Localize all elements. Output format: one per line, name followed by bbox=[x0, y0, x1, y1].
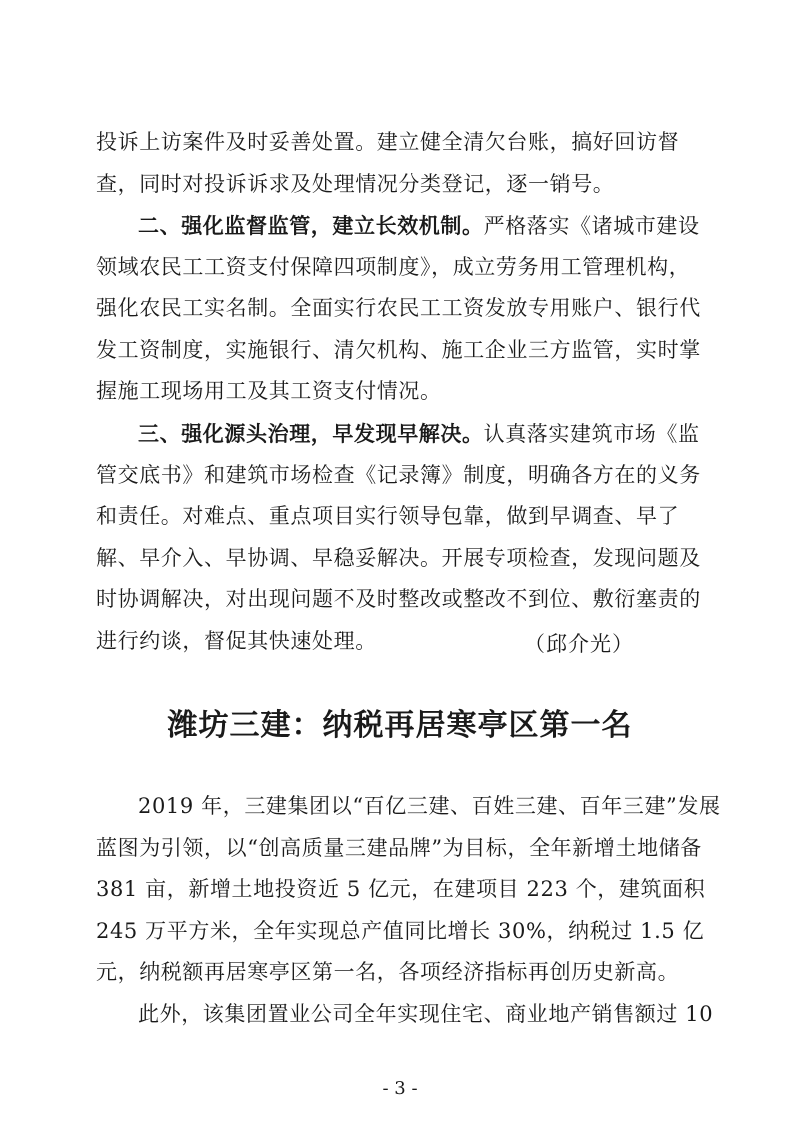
text-line bbox=[96, 205, 708, 247]
paragraph-source-governance bbox=[96, 413, 708, 662]
text-line: 发工资制度，实施银行、清欠机构、施工企业三方监管，实时掌 bbox=[96, 337, 701, 362]
page-number: - 3 - bbox=[382, 1078, 418, 1099]
paragraph-supervision bbox=[96, 205, 708, 413]
text-line: 381 亩，新增土地投资近 5 亿元，在建项目 223 个，建筑面积 bbox=[96, 877, 706, 901]
section-heading-supervision: 二、强化监督监管，建立长效机制。 bbox=[138, 213, 484, 238]
text-line: 管交底书》和建筑市场检查《记录簿》制度，明确各方在的义务 bbox=[96, 462, 701, 487]
author-signature: （邱介光） bbox=[524, 632, 634, 656]
text-line: 蓝图为引领，以“创高质量三建品牌”为目标，全年新增土地储备 bbox=[96, 835, 702, 860]
text-line: 查，同时对投诉诉求及处理情况分类登记，逐一销号。 bbox=[96, 171, 615, 196]
text-line: 进行约谈，督促其快速处理。 bbox=[96, 628, 377, 653]
text-line: 投诉上访案件及时妥善处置。建立健全清欠台账，搞好回访督 bbox=[96, 130, 680, 154]
text-line: 领域农民工工资支付保障四项制度》，成立劳务用工管理机构， bbox=[96, 254, 691, 279]
text-line bbox=[96, 413, 708, 455]
text-line: 强化农民工实名制。全面实行农民工工资发放专用账户、银行代 bbox=[96, 296, 701, 320]
text-line: 时协调解决，对出现问题不及时整改或整改不到位、敷衍塞责的 bbox=[96, 587, 701, 611]
text-line: 解、早介入、早协调、早稳妥解决。开展专项检查，发现问题及 bbox=[96, 545, 701, 570]
text-line: 此外，该集团置业公司全年实现住宅、商业地产销售额过 10 bbox=[138, 1001, 714, 1026]
text-line: 元，纳税额再居寒亭区第一名，各项经济指标再创历史新高。 bbox=[96, 960, 680, 984]
article-body bbox=[96, 786, 721, 1035]
text-line: 握施工现场用工及其工资支付情况。 bbox=[96, 379, 442, 403]
article-title: 潍坊三建：纳税再居寒亭区第一名 bbox=[167, 708, 633, 743]
section-heading-source: 三、强化源头治理，早发现早解决。 bbox=[138, 421, 484, 446]
text-fragment: 认真落实建筑市场《监 bbox=[483, 422, 700, 446]
paragraph-complaints bbox=[96, 122, 708, 205]
text-line: 和责任。对难点、重点项目实行领导包靠，做到早调查、早了 bbox=[96, 504, 680, 528]
text-line: 245 万平方米，全年实现总产值同比增长 30%，纳税过 1.5 亿 bbox=[96, 918, 705, 943]
text-fragment: 严格落实《诸城市建设 bbox=[483, 214, 700, 238]
text-line: 2019 年，三建集团以“百亿三建、百姓三建、百年三建”发展 bbox=[138, 794, 721, 818]
